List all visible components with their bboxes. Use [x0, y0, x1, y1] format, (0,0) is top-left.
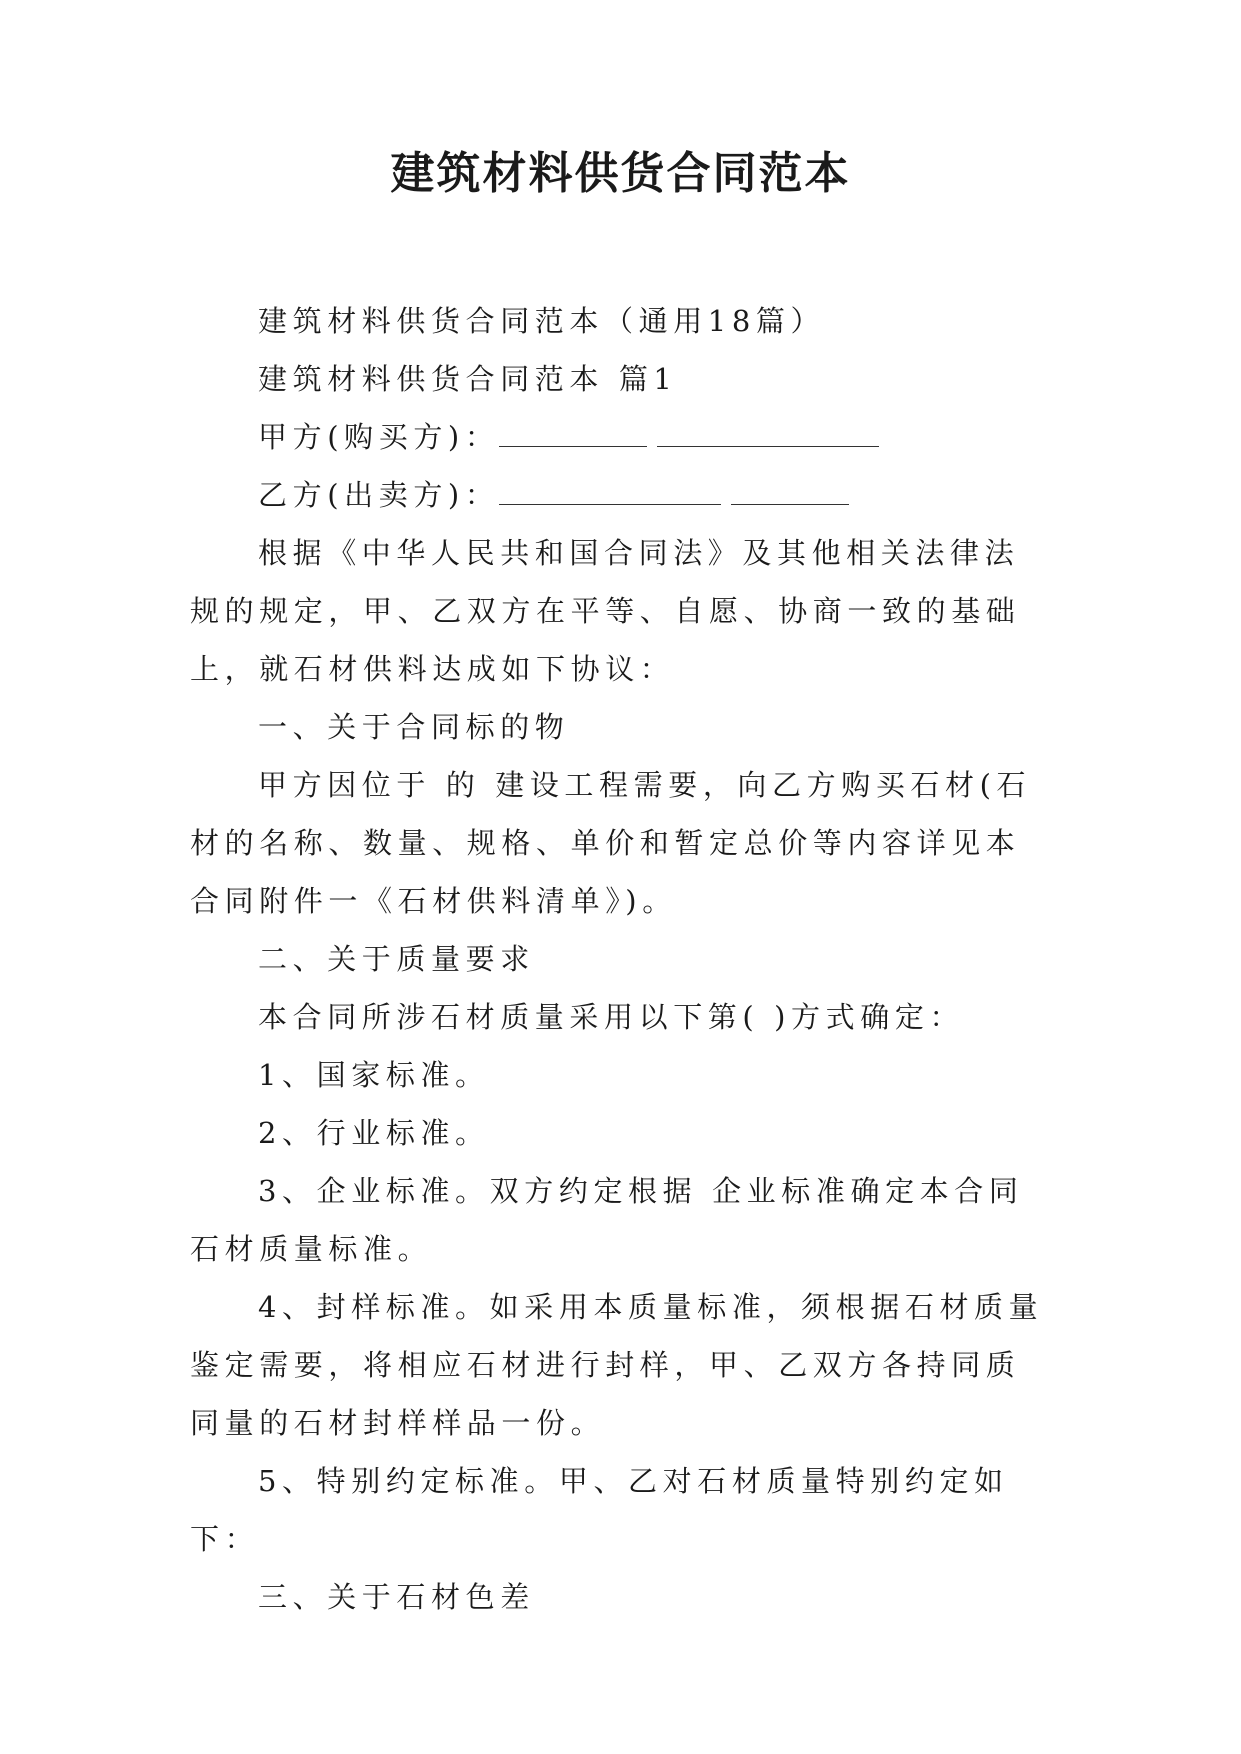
party-b-blank-2: [731, 468, 849, 505]
clause-heading: 二、关于质量要求: [258, 942, 535, 976]
party-a-line: [190, 408, 1050, 466]
list-item: 4、封样标准。如采用本质量标准，须根据石材质量鉴定需要，将相应石材进行封样，甲、乙双方各持同质同量的石材封样样品一份。: [190, 1290, 1044, 1440]
document-title: 建筑材料供货合同范本: [390, 148, 851, 199]
clause-paragraph: 甲方因位于 的 建设工程需要，向乙方购买石材(石材的名称、数量、规格、单价和暂定总价等内容详见本合同附件一《石材供料清单》)。: [190, 768, 1032, 918]
clause-heading: 一、关于合同标的物: [258, 710, 570, 744]
list-item: 5、特别约定标准。甲、乙对石材质量特别约定如下：: [190, 1464, 1009, 1556]
clause-heading: 三、关于石材色差: [258, 1580, 535, 1614]
party-a-blank-1: [499, 410, 647, 447]
list-item: 3、企业标准。双方约定根据 企业标准确定本合同石材质量标准。: [190, 1174, 1024, 1266]
party-a-blank-2: [657, 410, 879, 447]
party-b-blank-1: [499, 468, 721, 505]
subtitle-paragraph: 建筑材料供货合同范本（通用18篇）: [258, 304, 826, 338]
clause-paragraph: 本合同所涉石材质量采用以下第( )方式确定：: [258, 1000, 965, 1034]
party-a-label: 甲方(购买方)：: [258, 420, 500, 454]
clause-paragraph: 根据《中华人民共和国合同法》及其他相关法律法规的规定，甲、乙双方在平等、自愿、协商一致的基础上，就石材供料达成如下协议：: [190, 536, 1021, 686]
section-heading: 建筑材料供货合同范本 篇1: [258, 362, 678, 396]
list-item: 2、行业标准。: [258, 1116, 490, 1150]
party-b-line: [190, 466, 1050, 524]
list-item: 1、国家标准。: [258, 1058, 490, 1092]
document-body: [190, 292, 1050, 1626]
party-b-label: 乙方(出卖方)：: [258, 478, 500, 512]
